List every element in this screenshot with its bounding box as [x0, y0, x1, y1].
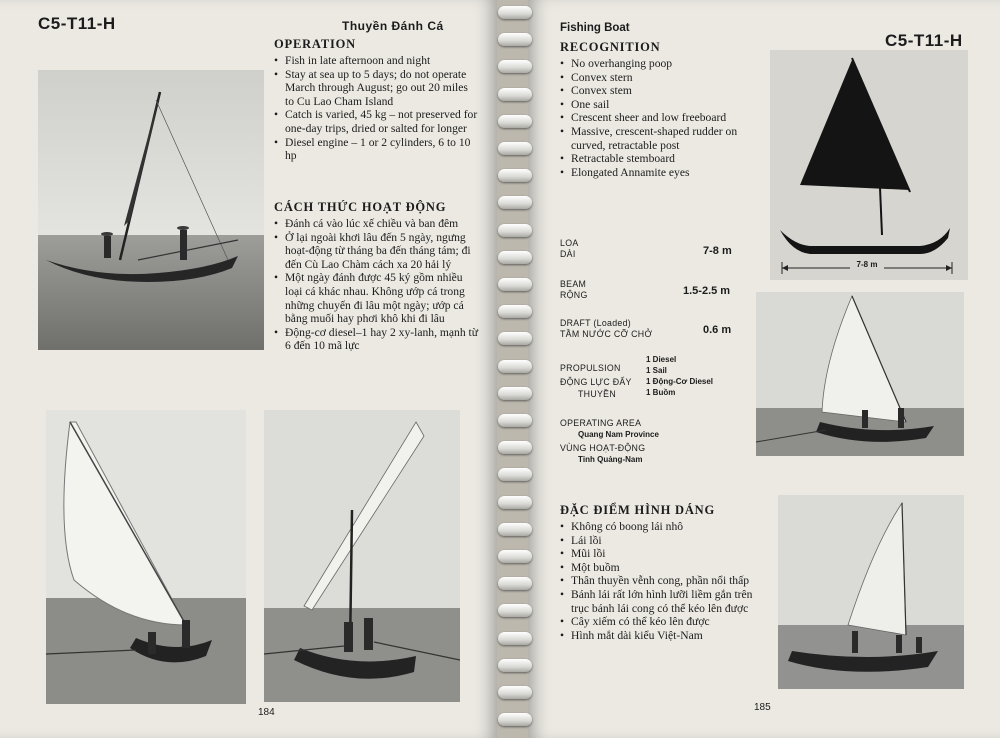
boat-photo-4 [756, 292, 964, 456]
spiral-ring [498, 33, 532, 46]
beam-label-vn: RỘNG [560, 290, 588, 300]
recognition-section [560, 40, 765, 179]
spiral-binding [494, 0, 534, 738]
loa-label-vn: DÀI [560, 249, 576, 259]
spiral-ring [498, 142, 532, 155]
list-item: • Hình mắt dài kiểu Việt-Nam [560, 629, 760, 643]
page-number: 184 [258, 707, 275, 718]
list-item: • Thân thuyền vễnh cong, phần nổi thấp [560, 574, 760, 588]
left-page-title: Thuyền Đánh Cá [342, 19, 444, 33]
list-item: • Retractable stemboard [560, 152, 765, 166]
propulsion-value: 1 Động-Cơ Diesel [646, 377, 714, 386]
spiral-ring [498, 278, 532, 291]
operation-vn-heading: CÁCH THỨC HOẠT ĐỘNG [274, 200, 447, 214]
spiral-ring [498, 332, 532, 345]
spiral-ring [498, 360, 532, 373]
spiral-ring [498, 496, 532, 509]
list-item: • Elongated Annamite eyes [560, 166, 765, 180]
propulsion-value: 1 Buồm [646, 388, 676, 397]
operation-section [274, 37, 479, 163]
boat-photo-1 [38, 70, 264, 350]
list-item: • Crescent sheer and low freeboard [560, 111, 765, 125]
area-value-vn: Tỉnh Quảng-Nam [578, 455, 643, 464]
spiral-ring [498, 686, 532, 699]
spiral-ring [498, 441, 532, 454]
propulsion-label-vn: ĐỘNG LỰC ĐẨY [560, 377, 632, 387]
list-item: • No overhanging poop [560, 57, 765, 71]
propulsion-label: PROPULSION [560, 363, 621, 373]
spiral-ring [498, 60, 532, 73]
list-item: • Ở lại ngoài khơi lâu đến 5 ngày, ngưng hoạt-động từ tháng ba đến tháng tám; đi đến Cù Lao Chàm cách xa 20 hải lý [274, 231, 479, 272]
right-page [528, 0, 1000, 738]
spiral-ring [498, 115, 532, 128]
spiral-ring [498, 632, 532, 645]
boat-photo-2 [46, 410, 246, 704]
spiral-ring [498, 169, 532, 182]
list-item: • Một ngày đánh được 45 ký gồm nhiều loại cá khác nhau. Không ướp cá trong những chuyến đi lâu một ngày; ướp cá bằng muối hay phơi khô khi đi lâu [274, 271, 479, 325]
list-item: • Không có boong lái nhô [560, 520, 760, 534]
recognition-heading: RECOGNITION [560, 40, 661, 54]
area-label-vn: VÙNG HOẠT-ĐỘNG [560, 443, 646, 453]
loa-value: 7-8 m [703, 245, 732, 257]
spiral-ring [498, 713, 532, 726]
right-page-code: C5-T11-H [885, 31, 963, 50]
spiral-ring [498, 523, 532, 536]
spiral-ring [498, 659, 532, 672]
propulsion-label-vn-2: THUYỀN [578, 389, 616, 399]
operation-vn-section [274, 200, 479, 353]
spiral-ring [498, 468, 532, 481]
list-item: • Diesel engine – 1 or 2 cylinders, 6 to 10 hp [274, 136, 479, 163]
recognition-vn-list [560, 520, 760, 642]
recognition-list [560, 57, 765, 179]
spiral-ring [498, 414, 532, 427]
list-item: • Massive, crescent-shaped rudder on curved, retractable post [560, 125, 765, 152]
list-item: • Đánh cá vào lúc xế chiều và ban đêm [274, 217, 479, 231]
draft-label-vn: TẦM NƯỚC CỠ CHỞ [560, 329, 653, 339]
list-item: • Lái lồi [560, 534, 760, 548]
list-item: • Convex stern [560, 71, 765, 85]
list-item: • One sail [560, 98, 765, 112]
spiral-ring [498, 604, 532, 617]
loa-label: LOA [560, 238, 579, 248]
boat-photo-3 [264, 410, 460, 702]
list-item: • Convex stem [560, 84, 765, 98]
page-number: 185 [754, 702, 771, 713]
spiral-ring [498, 577, 532, 590]
spiral-ring [498, 251, 532, 264]
left-page [0, 0, 497, 738]
recognition-vn-section [560, 503, 760, 642]
beam-value: 1.5-2.5 m [683, 285, 731, 297]
list-item: • Catch is varied, 45 kg – not preserved for one-day trips, dried or salted for longer [274, 108, 479, 135]
list-item: • Cây xiếm có thể kéo lên được [560, 615, 760, 629]
propulsion-value: 1 Sail [646, 366, 667, 375]
beam-label: BEAM [560, 279, 587, 289]
spiral-ring [498, 550, 532, 563]
propulsion-value: 1 Diesel [646, 355, 677, 364]
list-item: • Một buồm [560, 561, 760, 575]
propulsion-values [646, 354, 713, 398]
list-item: • Động-cơ diesel–1 hay 2 xy-lanh, mạnh từ 6 đến 10 mã lực [274, 326, 479, 353]
dimension-label: 7-8 m [850, 260, 884, 269]
spiral-ring [498, 224, 532, 237]
spiral-ring [498, 88, 532, 101]
boat-photo-5 [778, 495, 964, 689]
list-item: • Fish in late afternoon and night [274, 54, 479, 68]
spiral-ring [498, 305, 532, 318]
list-item: • Stay at sea up to 5 days; do not operate March through August; go out 20 miles to Cu Lao Cham Island [274, 68, 479, 109]
list-item: • Mũi lồi [560, 547, 760, 561]
operation-list [274, 54, 479, 163]
boat-silhouette [770, 50, 968, 280]
draft-label: DRAFT (Loaded) [560, 318, 632, 328]
area-label: OPERATING AREA [560, 418, 642, 428]
spiral-ring [498, 387, 532, 400]
recognition-vn-heading: ĐẶC ĐIỂM HÌNH DÁNG [560, 503, 716, 517]
spiral-ring [498, 196, 532, 209]
operation-vn-list [274, 217, 479, 353]
list-item: • Bánh lái rất lớn hình lưỡi liềm gắn trên trục bánh lái cong có thể kéo lên được [560, 588, 760, 615]
left-page-code: C5-T11-H [38, 14, 116, 33]
draft-value: 0.6 m [703, 324, 732, 336]
spiral-ring [498, 6, 532, 19]
area-value: Quang Nam Province [578, 430, 659, 439]
right-page-title: Fishing Boat [560, 22, 630, 34]
operation-heading: OPERATION [274, 37, 356, 51]
